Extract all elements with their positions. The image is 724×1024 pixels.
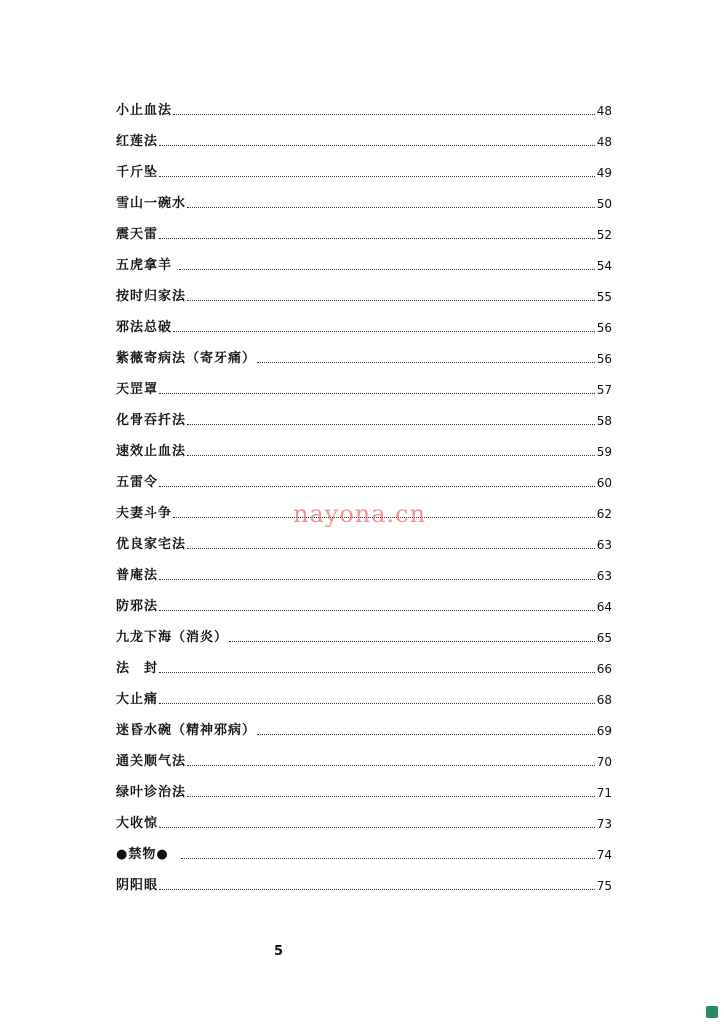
toc-dot-leader — [187, 424, 595, 425]
toc-entry[interactable] — [116, 274, 612, 305]
toc-entry[interactable] — [116, 553, 612, 584]
toc-dot-leader — [187, 796, 595, 797]
toc-dot-leader — [187, 300, 595, 301]
toc-dot-leader — [181, 858, 595, 859]
toc-entry-page: 48 — [596, 104, 612, 118]
toc-entry[interactable] — [116, 708, 612, 739]
toc-dot-leader — [159, 486, 595, 487]
toc-entry-page: 73 — [596, 817, 612, 831]
logo-icon — [706, 1006, 718, 1018]
toc-entry[interactable] — [116, 584, 612, 615]
toc-entry-title: 大止痛 — [116, 692, 159, 707]
toc-entry-title: 迷昏水碗（精神邪病） — [116, 723, 257, 738]
toc-entry-title: ●禁物● — [116, 847, 180, 862]
toc-entry-page: 63 — [596, 538, 612, 552]
toc-entry-title: 阴阳眼 — [116, 878, 159, 893]
toc-dot-leader — [179, 269, 595, 270]
toc-entry[interactable] — [116, 801, 612, 832]
toc-entry[interactable] — [116, 646, 612, 677]
toc-entry-title: 速效止血法 — [116, 444, 187, 459]
toc-entry-title: 天罡罩 — [116, 382, 159, 397]
toc-dot-leader — [159, 393, 595, 394]
toc-entry-title: 优良家宅法 — [116, 537, 187, 552]
watermark: nayona.cn — [293, 500, 427, 528]
toc-entry-title: 五虎拿羊 — [116, 258, 178, 273]
toc-entry-title: 法 封 — [116, 661, 159, 676]
toc-entry-page: 71 — [596, 786, 612, 800]
toc-dot-leader — [159, 579, 595, 580]
toc-entry[interactable] — [116, 336, 612, 367]
toc-entry-page: 48 — [596, 135, 612, 149]
toc-entry[interactable] — [116, 88, 612, 119]
toc-entry-page: 75 — [596, 879, 612, 893]
toc-dot-leader — [187, 765, 595, 766]
toc-entry[interactable] — [116, 615, 612, 646]
toc-entry-title: 按时归家法 — [116, 289, 187, 304]
toc-entry-title: 绿叶诊治法 — [116, 785, 187, 800]
toc-entry-title: 通关顺气法 — [116, 754, 187, 769]
toc-dot-leader — [173, 114, 595, 115]
toc-dot-leader — [229, 641, 595, 642]
toc-entry[interactable] — [116, 739, 612, 770]
toc-entry-page: 60 — [596, 476, 612, 490]
toc-entry-page: 59 — [596, 445, 612, 459]
toc-entry-page: 65 — [596, 631, 612, 645]
toc-entry-page: 70 — [596, 755, 612, 769]
toc-entry-title: 五雷令 — [116, 475, 159, 490]
toc-entry[interactable] — [116, 367, 612, 398]
toc-entry-page: 56 — [596, 321, 612, 335]
toc-entry-page: 62 — [596, 507, 612, 521]
toc-entry-title: 夫妻斗争 — [116, 506, 173, 521]
toc-dot-leader — [159, 238, 595, 239]
toc-entry-page: 56 — [596, 352, 612, 366]
toc-entry-page: 69 — [596, 724, 612, 738]
toc-entry-title: 化骨吞扦法 — [116, 413, 187, 428]
toc-entry-page: 50 — [596, 197, 612, 211]
toc-entry-title: 普庵法 — [116, 568, 159, 583]
toc-entry[interactable] — [116, 863, 612, 894]
toc-entry-title: 红莲法 — [116, 134, 159, 149]
toc-entry[interactable] — [116, 243, 612, 274]
toc-dot-leader — [173, 331, 595, 332]
toc-entry[interactable] — [116, 770, 612, 801]
toc-dot-leader — [257, 734, 595, 735]
toc-dot-leader — [187, 548, 595, 549]
toc-entry-page: 58 — [596, 414, 612, 428]
toc-entry[interactable] — [116, 832, 612, 863]
toc-dot-leader — [159, 176, 595, 177]
toc-entry[interactable] — [116, 181, 612, 212]
toc-entry-page: 63 — [596, 569, 612, 583]
toc-entry-title: 紫薇寄病法（寄牙痛） — [116, 351, 257, 366]
toc-entry-page: 49 — [596, 166, 612, 180]
toc-dot-leader — [187, 207, 595, 208]
toc-dot-leader — [159, 672, 595, 673]
toc-dot-leader — [187, 455, 595, 456]
table-of-contents — [116, 88, 612, 894]
toc-entry-page: 74 — [596, 848, 612, 862]
toc-entry[interactable] — [116, 212, 612, 243]
toc-dot-leader — [159, 889, 595, 890]
corner-logo — [706, 1006, 718, 1018]
toc-entry[interactable] — [116, 677, 612, 708]
toc-entry-title: 千斤坠 — [116, 165, 159, 180]
page-number: 5 — [274, 944, 284, 959]
toc-entry-page: 52 — [596, 228, 612, 242]
toc-entry[interactable] — [116, 460, 612, 491]
toc-entry-title: 九龙下海（消炎） — [116, 630, 229, 645]
toc-entry-title: 雪山一碗水 — [116, 196, 187, 211]
toc-entry-title: 邪法总破 — [116, 320, 173, 335]
toc-entry-title: 小止血法 — [116, 103, 173, 118]
toc-entry-page: 68 — [596, 693, 612, 707]
toc-entry[interactable] — [116, 150, 612, 181]
toc-dot-leader — [257, 362, 595, 363]
toc-entry-page: 57 — [596, 383, 612, 397]
toc-dot-leader — [159, 145, 595, 146]
toc-entry-page: 54 — [596, 259, 612, 273]
toc-dot-leader — [159, 610, 595, 611]
toc-entry-title: 防邪法 — [116, 599, 159, 614]
toc-dot-leader — [159, 827, 595, 828]
toc-entry-page: 55 — [596, 290, 612, 304]
toc-entry[interactable] — [116, 429, 612, 460]
toc-entry-title: 震天雷 — [116, 227, 159, 242]
toc-entry-page: 66 — [596, 662, 612, 676]
toc-entry-title: 大收惊 — [116, 816, 159, 831]
toc-entry-page: 64 — [596, 600, 612, 614]
toc-entry[interactable] — [116, 398, 612, 429]
toc-entry[interactable] — [116, 119, 612, 150]
toc-dot-leader — [159, 703, 595, 704]
toc-entry[interactable] — [116, 305, 612, 336]
